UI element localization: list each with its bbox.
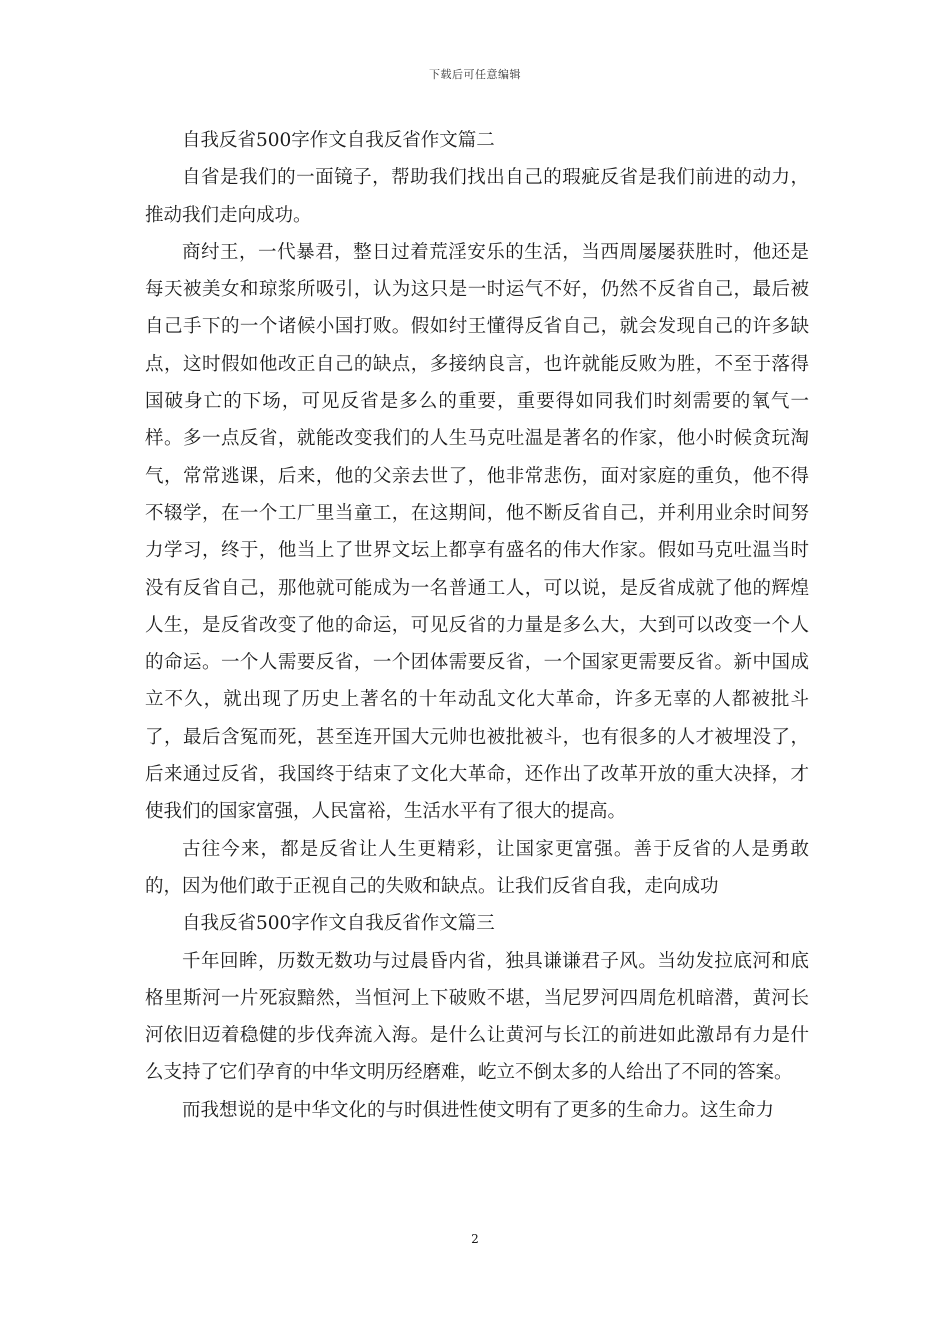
- paragraph: 千年回眸，历数无数功与过晨昏内省，独具谦谦君子风。当幼发拉底河和底格里斯河一片死寂黯然，当恒河上下破败不堪，当尼罗河四周危机暗潜，黄河长河依旧迈着稳健的步伐奔流入海。是什么让黄河与长江的前进如此激昂有力是什么支持了它们孕育的中华文明历经磨难，屹立不倒太多的人给出了不同的答案。: [145, 950, 809, 1084]
- page-number: 2: [471, 1232, 479, 1246]
- document-body: [145, 122, 809, 1129]
- paragraph: 古往今来，都是反省让人生更精彩，让国家更富强。善于反省的人是勇敢的，因为他们敢于正视自己的失败和缺点。让我们反省自我，走向成功: [145, 838, 809, 897]
- paragraph: 商纣王，一代暴君，整日过着荒淫安乐的生活，当西周屡屡获胜时，他还是每天被美女和琼浆所吸引，认为这只是一时运气不好，仍然不反省自己，最后被自己手下的一个诸候小国打败。假如纣王懂得反省自己，就会发现自己的许多缺点，这时假如他改正自己的缺点，多接纳良言，也许就能反败为胜，不至于落得国破身亡的下场，可见反省是多么的重要，重要得如同我们时刻需要的氧气一样。多一点反省，就能改变我们的人生马克吐温是著名的作家，他小时候贪玩淘气，常常逃课，后来，他的父亲去世了，他非常悲伤，面对家庭的重负，他不得不辍学，在一个工厂里当童工，在这期间，他不断反省自己，并利用业余时间努力学习，终于，他当上了世界文坛上都享有盛名的伟大作家。假如马克吐温当时没有反省自己，那他就可能成为一名普通工人，可以说，是反省成就了他的辉煌人生，是反省改变了他的命运，可见反省的力量是多么大，大到可以改变一个人的命运。一个人需要反省，一个团体需要反省，一个国家更需要反省。新中国成立不久，就出现了历史上著名的十年动乱文化大革命，许多无辜的人都被批斗了，最后含冤而死，甚至连开国大元帅也被批被斗，也有很多的人才被埋没了，后来通过反省，我国终于结束了文化大革命，还作出了改革开放的重大决择，才使我们的国家富强，人民富裕，生活水平有了很大的提高。: [145, 241, 809, 823]
- paragraph: 自省是我们的一面镜子，帮助我们找出自己的瑕疵反省是我们前进的动力，推动我们走向成功。: [145, 167, 809, 226]
- page-header: 下载后可任意编辑: [429, 68, 521, 81]
- section-heading: 自我反省500字作文自我反省作文篇二: [182, 130, 495, 151]
- paragraph: 而我想说的是中华文化的与时俱进性使文明有了更多的生命力。这生命力: [182, 1099, 775, 1121]
- section-heading: 自我反省500字作文自我反省作文篇三: [182, 913, 495, 935]
